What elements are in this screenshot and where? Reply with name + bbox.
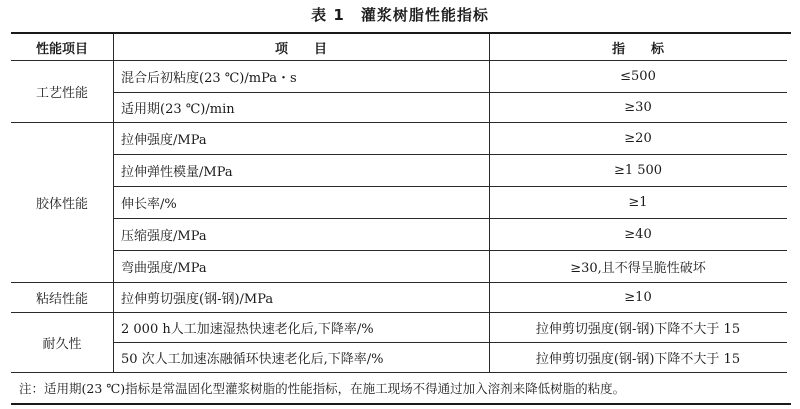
header-item: 项 目 xyxy=(274,41,327,57)
value-tensile-modulus: ≥1 500 xyxy=(613,162,663,178)
item-compressive-strength: 压缩强度/MPa xyxy=(121,228,207,244)
header-category: 性能项目 xyxy=(35,41,88,57)
value-initial-viscosity: ≤500 xyxy=(620,68,656,84)
value-freeze-thaw-aging: 拉伸剪切强度(钢-钢)下降不大于 15 xyxy=(535,351,741,367)
category-process: 工艺性能 xyxy=(35,85,88,101)
value-pot-life: ≥30 xyxy=(624,99,652,115)
item-initial-viscosity: 混合后初粘度(23 ℃)/mPa・s xyxy=(121,70,297,86)
value-flexural-strength: ≥30,且不得呈脆性破坏 xyxy=(570,260,706,276)
value-tensile-strength: ≥20 xyxy=(624,130,652,146)
category-bonding: 粘结性能 xyxy=(35,291,88,307)
item-freeze-thaw-aging: 50 次人工加速冻融循环快速老化后,下降率/% xyxy=(121,351,384,367)
table-note: 注：适用期(23 ℃)指标是常温固化型灌浆树脂的性能指标，在施工现场不得通过加入溶剂来降低树脂的粘度。 xyxy=(19,381,626,396)
item-pot-life: 适用期(23 ℃)/min xyxy=(121,101,235,117)
item-flexural-strength: 弯曲强度/MPa xyxy=(121,260,207,276)
table-title: 表 1 灌浆树脂性能指标 xyxy=(311,6,489,24)
item-damp-heat-aging: 2 000 h人工加速湿热快速老化后,下降率/% xyxy=(121,321,374,337)
header-value: 指 标 xyxy=(611,41,664,57)
item-tensile-strength: 拉伸强度/MPa xyxy=(121,132,207,148)
value-compressive-strength: ≥40 xyxy=(624,226,652,242)
item-shear-strength: 拉伸剪切强度(钢-钢)/MPa xyxy=(121,291,274,307)
value-elongation: ≥1 xyxy=(628,194,648,210)
value-shear-strength: ≥10 xyxy=(624,289,652,305)
category-colloid: 胶体性能 xyxy=(35,196,88,212)
category-durability: 耐久性 xyxy=(42,336,82,352)
spec-table xyxy=(11,32,791,405)
value-damp-heat-aging: 拉伸剪切强度(钢-钢)下降不大于 15 xyxy=(535,321,741,337)
item-tensile-modulus: 拉伸弹性模量/MPa xyxy=(121,164,233,180)
item-elongation: 伸长率/% xyxy=(121,196,177,212)
